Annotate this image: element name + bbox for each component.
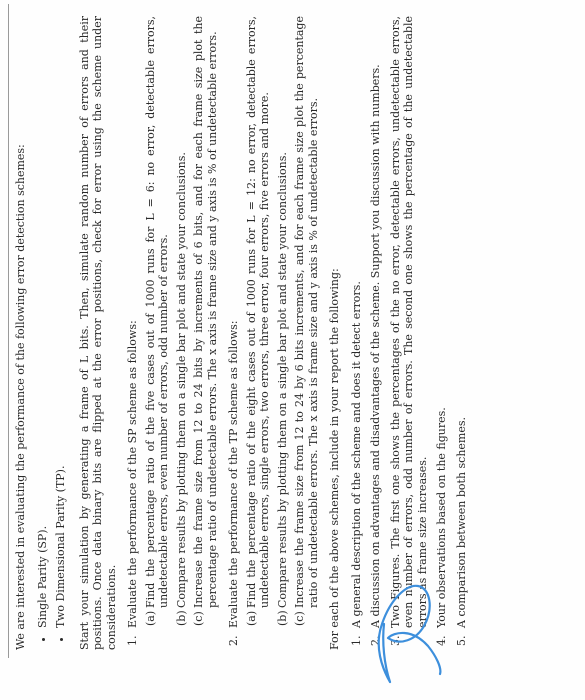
task-tp [227, 16, 320, 632]
task-title: Evaluate the performance of the TP scheme as follows: [227, 320, 240, 628]
subitem-text: Increase the frame size from 12 to 24 by 6 bits increments, and for each frame size plot the percentage ratio of undetectable errors. The x axis is frame size and y axis is % of undetectable errors. [293, 16, 320, 608]
subitem-label: (b) [174, 610, 188, 626]
subitem-text: Find the percentage ratio of the five cases out of 1000 runs for L = 6: no error, detectable errors, undetectable errors, even number of errors, odd number of errors. [143, 16, 170, 608]
subitem-label: (c) [192, 611, 205, 626]
report-item: 5. A comparison between both schemes. [455, 16, 469, 632]
task-sp [126, 16, 219, 632]
handwritten-scribble-icon [360, 560, 450, 690]
task-subitem [293, 16, 320, 626]
scheme-list [36, 16, 68, 650]
report-item: 3. Two Figures. The first one shows the percentages of the no error, detectable errors, undetectable errors, even number of errors, odd number of errors. The second one shows the percentage of the undetectable errors as frame size increases. [389, 16, 430, 632]
task-subitem [174, 16, 189, 626]
subitem-label: (a) [143, 610, 157, 626]
subitem-label: (b) [275, 610, 289, 626]
report-list [350, 16, 469, 650]
simulation-instructions: Start your simulation by generating a frame of L bits. Then, simulate random number of errors and their positions. Once data binary bits are flipped at the error positions, check for error using the scheme under considerations. [77, 16, 118, 650]
assignment-document [14, 8, 574, 658]
report-item: 4. Your observations based on the figures. [435, 16, 449, 632]
task-title: Evaluate the performance of the SP scheme as follows: [126, 320, 139, 628]
intro-text: We are interested in evaluating the performance of the following error detection schemes: [14, 144, 27, 650]
subitem-text: Increase the frame size from 12 to 24 bits by increments of 6 bits, and for each frame size plot the percentage ratio of undetectable errors. The x axis is frame size and y axis is % of undetectable errors. [192, 16, 219, 608]
report-item: 2. A discussion on advantages and disadvantages of the scheme. Support you discussion with numbers. [369, 16, 383, 632]
task-subitem [143, 16, 171, 626]
task-subitem [192, 16, 219, 626]
subitem-text: Compare results by plotting them on a single bar plot and state your conclusions. [174, 152, 188, 608]
task-list [126, 16, 320, 650]
subitem-text: Compare results by plotting them on a single bar plot and state your conclusions. [275, 152, 289, 608]
subitem-label: (a) [244, 610, 258, 626]
subitem-text: Find the percentage ratio of the eight cases out of 1000 runs for L = 12: no error, detectable errors, undetectable errors, single errors, two errors, three error, four errors, five errors and more. [244, 16, 271, 608]
report-item: 1. A general description of the scheme and does it detect errors. [350, 16, 364, 632]
task-subitems [144, 16, 220, 628]
subitem-label: (c) [293, 611, 306, 626]
task-subitems [245, 16, 321, 628]
report-intro: For each of the above schemes, include in your report the following: [328, 268, 341, 650]
scheme-item-tp: • Two Dimensional Parity (TP). [54, 16, 68, 628]
scheme-item-sp: • Single Parity (SP). [36, 16, 50, 628]
task-subitem [244, 16, 272, 626]
task-subitem [275, 16, 290, 626]
